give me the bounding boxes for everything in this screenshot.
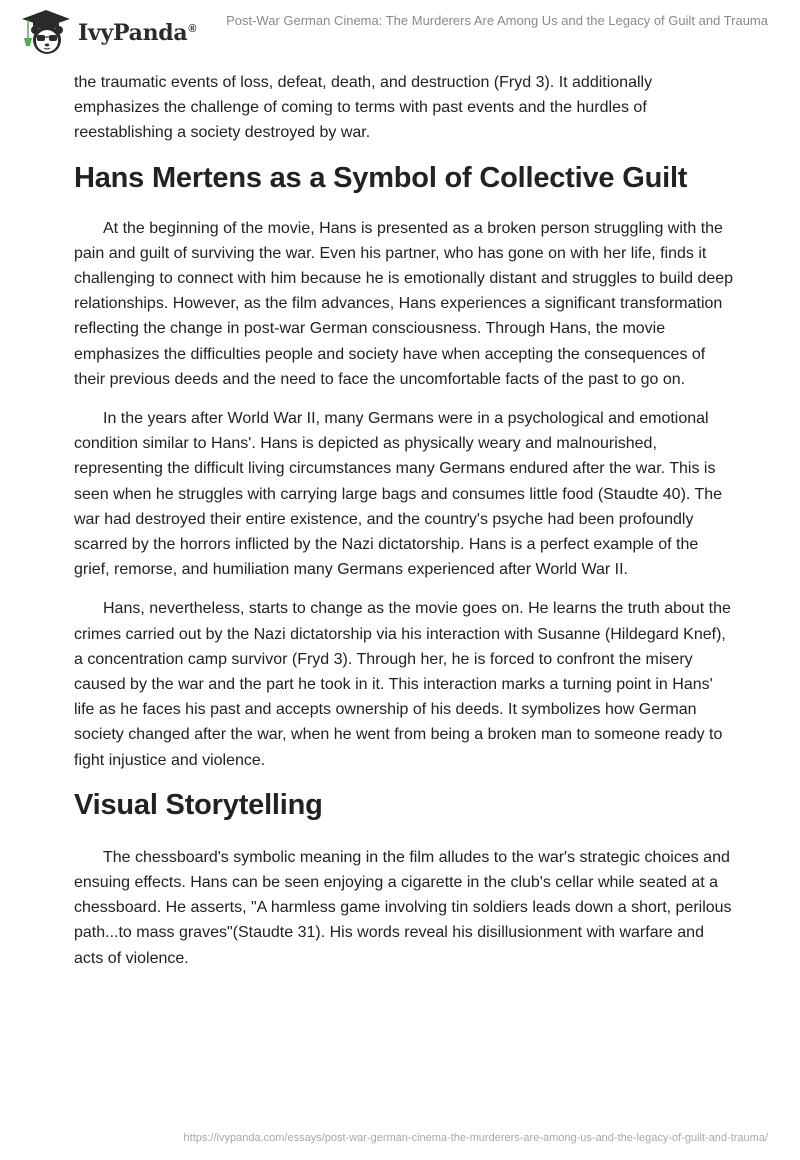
source-url[interactable]: https://ivypanda.com/essays/post-war-german-cinema-the-murderers-are-among-us-and-the-legacy-of-guilt-and-trauma/ (183, 1132, 768, 1144)
paragraph: In the years after World War II, many Germans were in a psychological and emotional condition similar to Hans'. Hans is depicted as physically weary and malnourished, representing the difficult living circumstances many Germans endured after the war. This is seen when he struggles with carrying large bags and consumes little food (Staudte 40). The war had destroyed their entire existence, and the country's psyche had been profoundly scarred by the horrors inflicted by the Nazi dictatorship. Hans is a perfect example of the grief, remorse, and humiliation many Germans experienced after World War II. (74, 410, 723, 579)
brand-name: IvyPanda® (78, 20, 197, 46)
panda-graduate-logo-icon (16, 6, 74, 56)
paragraph: Hans, nevertheless, starts to change as the movie goes on. He learns the truth about the crimes carried out by the Nazi dictatorship via his interaction with Susanne (Hildegard Knef), a concentration camp survivor (Fryd 3). Through her, he is forced to confront the misery caused by the war and the part he took in it. This interaction marks a turning point in Hans' life as he faces his past and accepts ownership of his deeds. It symbolizes how German society changed after the war, when he went from being a broken man to someone ready to fight injustice and violence. (74, 600, 731, 769)
section-heading-collective-guilt: Hans Mertens as a Symbol of Collective Guilt (74, 161, 688, 194)
ivypanda-logo[interactable] (16, 6, 196, 56)
section-heading-visual-storytelling: Visual Storytelling (74, 788, 323, 821)
article-body (74, 70, 734, 985)
registered-mark: ® (188, 22, 197, 35)
paragraph: The chessboard's symbolic meaning in the film alludes to the war's strategic choices and ensuing effects. Hans can be seen enjoying a cigarette in the club's cellar while seated at a chessboard. He asserts, "A harmless game involving tin soldiers leads down a short, perilous path...to mass graves"(Staudte 31). His words reveal his disillusionment with warfare and acts of violence. (74, 848, 732, 967)
intro-paragraph: the traumatic events of loss, defeat, death, and destruction (Fryd 3). It additionally emphasizes the challenge of coming to terms with past events and the hurdles of reestablishing a society destroyed by war. (74, 74, 653, 142)
page-header (0, 0, 800, 60)
paragraph: At the beginning of the movie, Hans is presented as a broken person struggling with the pain and guilt of surviving the war. Even his partner, who has gone on with her life, finds it challenging to connect with him because he is emotionally distant and struggles to build deep relationships. However, as the film advances, Hans experiences a significant transformation reflecting the change in post-war German consciousness. Through Hans, the movie emphasizes the difficulties people and society have when accepting the consequences of their previous deeds and the need to face the uncomfortable facts of the past to go on. (74, 219, 734, 388)
document-title: Post-War German Cinema: The Murderers Are Among Us and the Legacy of Guilt and Trauma (226, 13, 768, 28)
